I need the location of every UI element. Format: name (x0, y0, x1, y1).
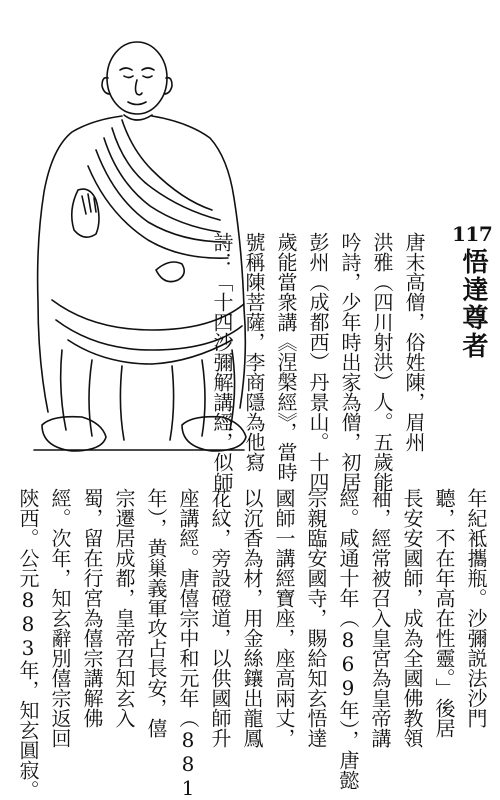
upper-column-7: 詩：「十四沙彌解講經，似師 (210, 232, 234, 492)
lower-column-3: 長安安國師，成為全國佛教領 (400, 488, 424, 748)
upper-column-5: 歲能當衆講《涅槃經》，當時 (274, 232, 298, 482)
lower-column-5: 經。咸通十年（869年），唐懿 (336, 488, 360, 790)
lower-column-6: 宗親臨安國寺，賜給知玄悟達 (304, 488, 328, 748)
lower-column-15: 陝西。公元883年，知玄圓寂。 (16, 488, 40, 800)
upper-column-3: 吟詩，少年時出家為僧，初居 (338, 232, 362, 492)
lower-column-4: 袖，經常被召入皇宮為皇帝講 (368, 488, 392, 748)
lower-column-12: 宗遷居成都，皇帝召知玄入 (112, 488, 136, 728)
lower-column-2: 聽，不在年高在性靈。」後居 (432, 488, 456, 738)
upper-column-1: 唐末高僧，俗姓陳，眉州 (402, 232, 426, 452)
lower-column-8: 以沉香為材，用金絲鑲出龍鳳 (240, 488, 264, 748)
lower-column-13: 蜀，留在行宮為僖宗講解佛 (80, 488, 104, 728)
lower-column-10: 座講經。唐僖宗中和元年（881 (176, 488, 200, 800)
upper-column-6: 號稱陳菩薩，李商隱為他寫 (242, 232, 266, 472)
lower-column-11: 年），黄巢義軍攻占長安，僖 (144, 488, 168, 738)
lower-column-7: 國師一講經寶座，座高兩丈， (272, 488, 296, 748)
entry-title: 悟達尊者 (458, 248, 488, 360)
upper-column-4: 彭州（成都西）丹景山。十四 (306, 232, 330, 492)
lower-column-14: 經。次年，知玄辭別僖宗返回 (48, 488, 72, 748)
upper-column-2: 洪雅（四川射洪）人。五歲能 (370, 232, 394, 492)
lower-column-9: 花紋，旁設磴道，以供國師升 (208, 488, 232, 748)
lower-column-1: 年紀袛攜瓶。沙彌説法沙門 (464, 488, 488, 728)
entry-number: 117 (452, 222, 493, 246)
